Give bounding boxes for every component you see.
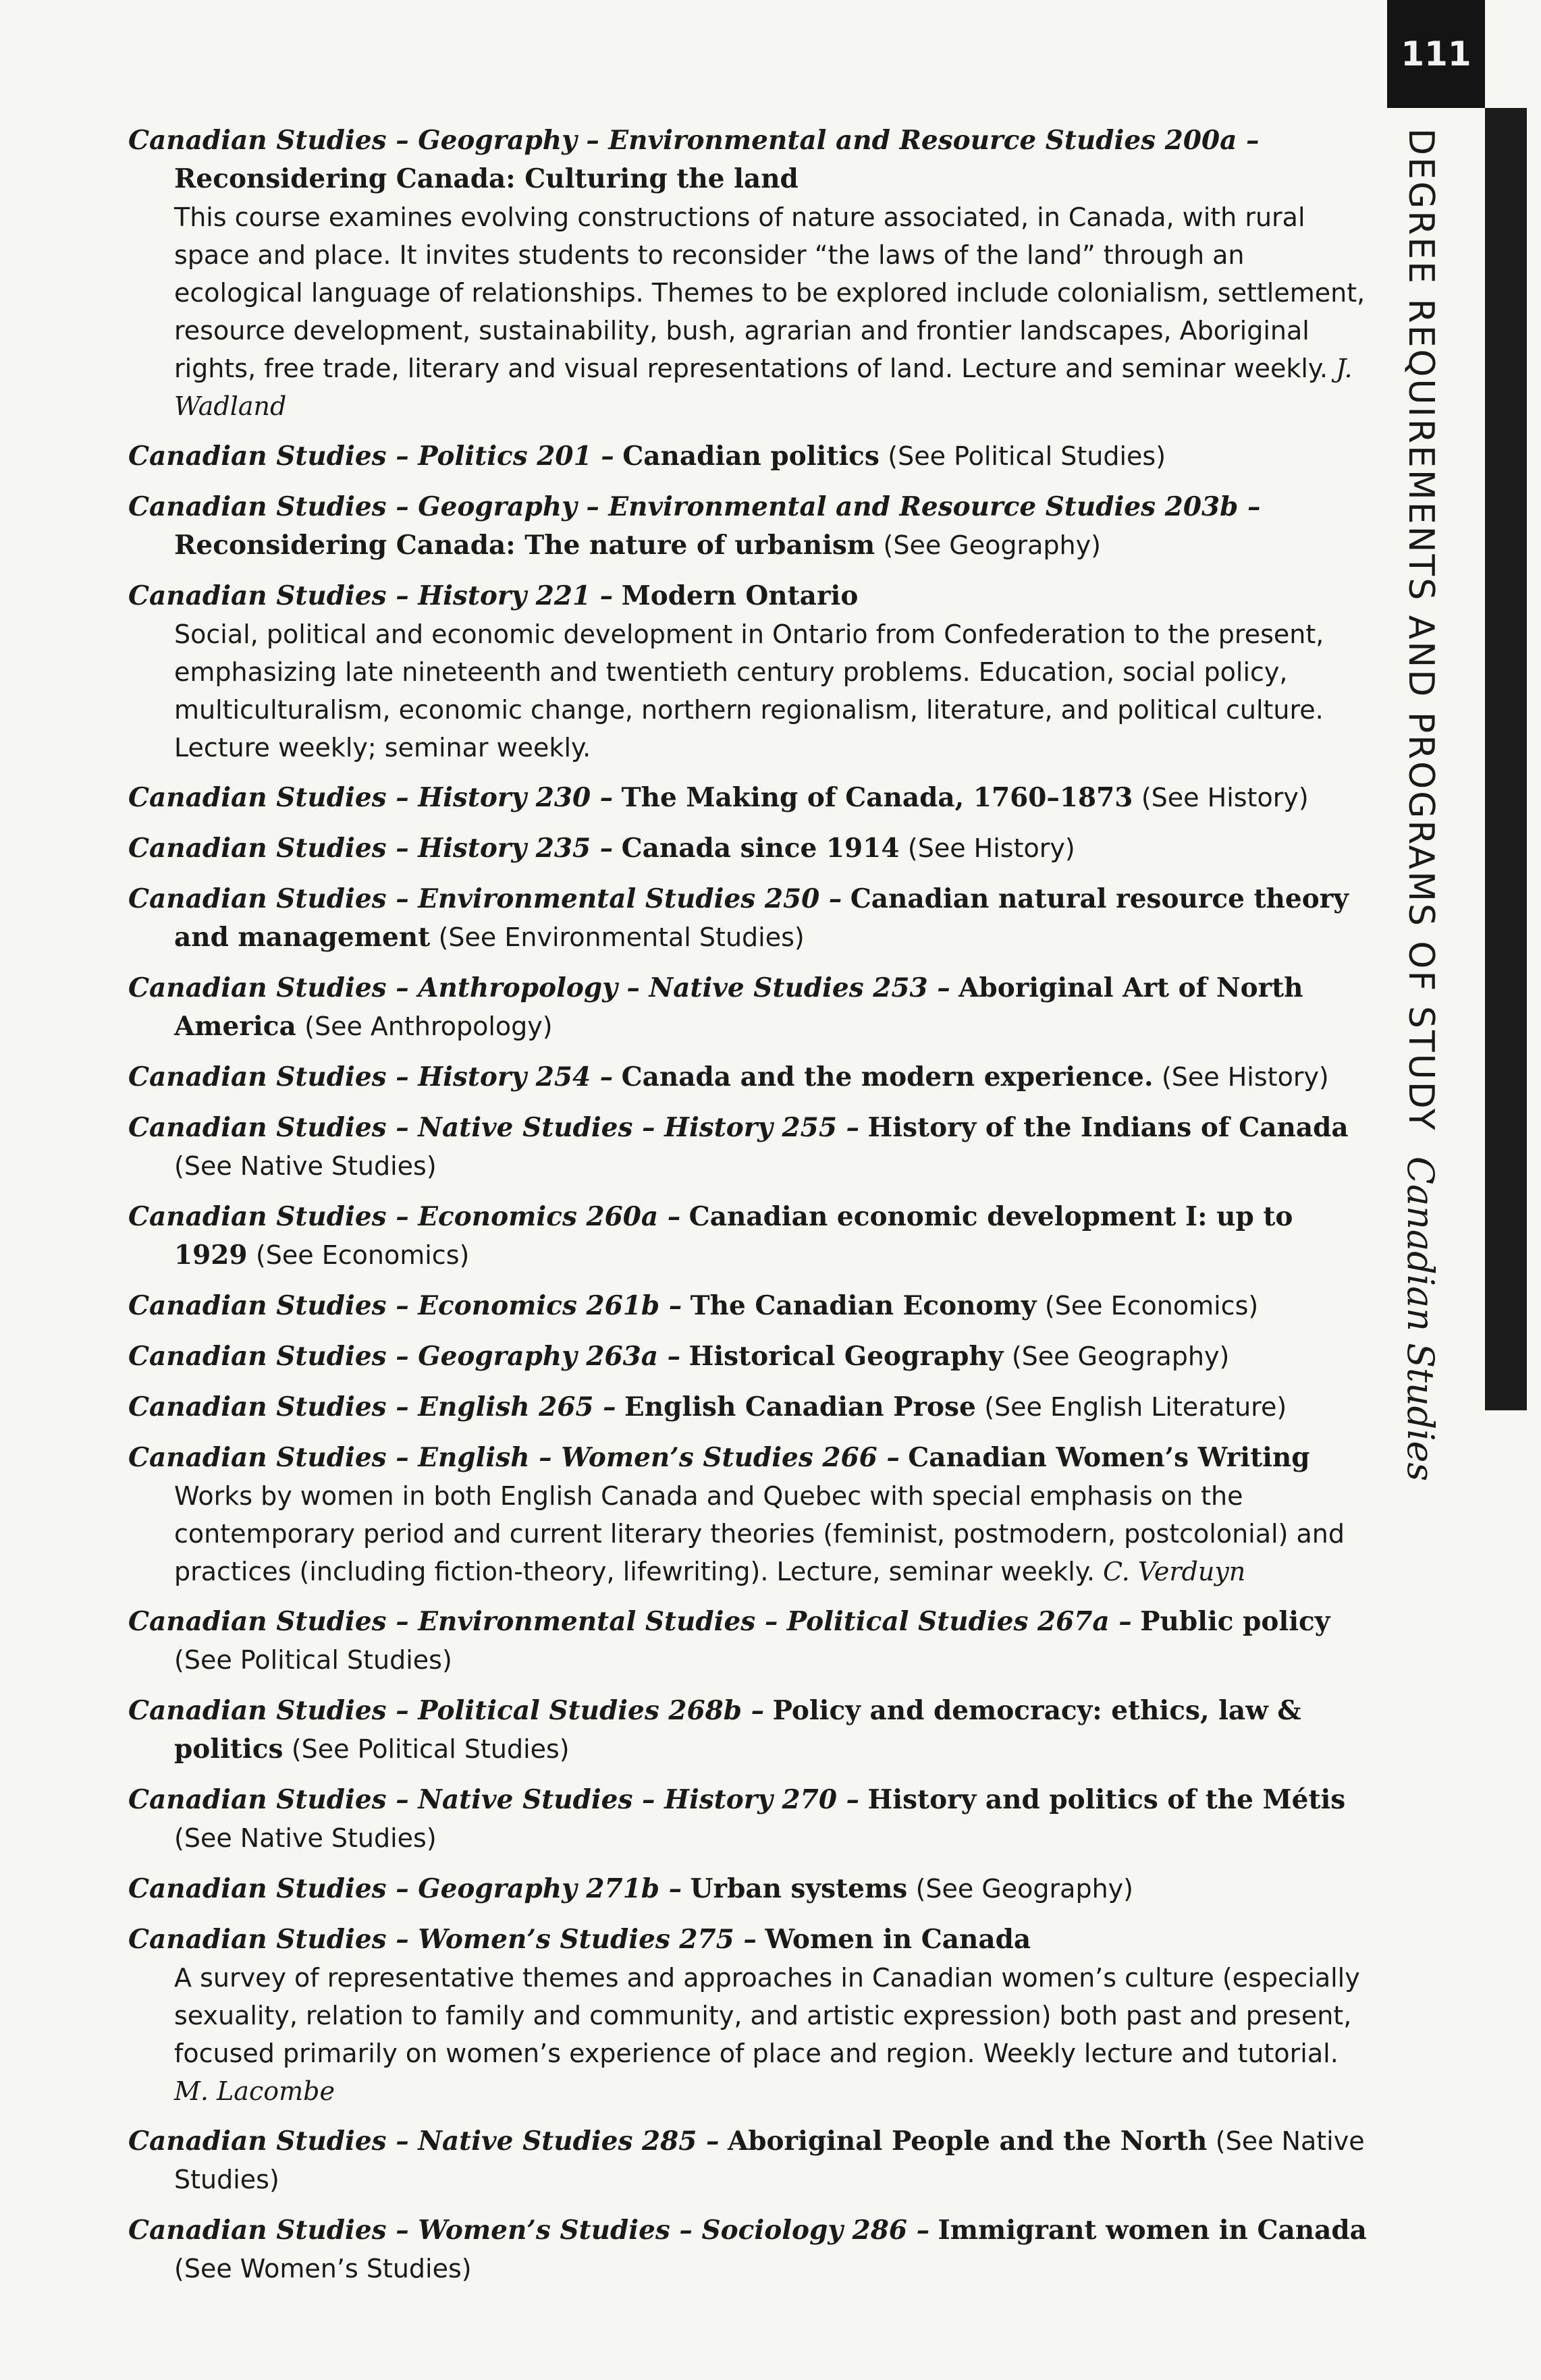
see-reference: (See Geography) [1011,1341,1230,1371]
course-path: Canadian Studies – Native Studies 285 – [128,2126,720,2157]
course-heading [128,2122,1370,2199]
course-path: Canadian Studies – English 265 – [128,1391,616,1422]
course-title: Reconsidering Canada: Culturing the land [174,163,799,194]
course-entry [128,488,1370,565]
instructor-name: J. Wadland [174,354,1353,421]
course-entry [128,1692,1370,1769]
course-description [128,1477,1370,1590]
course-title: Canada and the modern experience. [621,1061,1154,1092]
course-heading [128,1781,1370,1858]
course-heading [128,437,1370,476]
course-path: Canadian Studies – Geography – Environmental and Resource Studies 203b – [128,491,1261,522]
side-band [1485,108,1527,1410]
course-entry [128,1058,1370,1097]
course-heading [128,1337,1370,1376]
course-entry [128,437,1370,476]
course-heading [128,779,1370,817]
course-title: Canadian natural resource theory and management [174,883,1349,953]
course-title: Canadian politics [622,441,880,472]
instructor-name: M. Lacombe [174,2076,335,2106]
course-entry [128,577,1370,767]
see-reference: (See Native Studies) [174,1823,437,1853]
course-path: Canadian Studies – History 254 – [128,1061,614,1092]
see-reference: (See Anthropology) [304,1012,553,1041]
course-title: Historical Geography [688,1341,1004,1372]
course-entry [128,1870,1370,1908]
see-reference: (See Geography) [883,530,1101,560]
course-path: Canadian Studies – Geography – Environmental and Resource Studies 200a – [128,125,1260,156]
course-heading [128,829,1370,868]
side-header-subtitle: Canadian Studies [1399,1156,1442,1482]
see-reference: (See Economics) [255,1240,470,1270]
course-title: English Canadian Prose [624,1391,976,1422]
course-path: Canadian Studies – History 221 – [128,580,614,611]
course-title: History of the Indians of Canada [867,1112,1349,1143]
course-heading [128,577,1370,615]
see-reference: (See History) [1161,1062,1329,1092]
see-reference: (See Native Studies) [174,1151,437,1181]
description-text: This course examines evolving constructions of nature associated, in Canada, with rural space and place. It invites students to reconsider “the laws of the land” through an ecological language of relationships. Themes to be explored include colonialism, settlement, resource development, sustainability, bush, agrarian and frontier landscapes, Aboriginal rights, free trade, literary and visual representations of land. Lecture and seminar weekly. [174,202,1366,383]
course-title: Aboriginal Art of North America [174,972,1303,1042]
course-title: Canadian Women’s Writing [908,1442,1310,1473]
see-reference: (See Environmental Studies) [438,922,805,952]
course-path: Canadian Studies – Native Studies – History 255 – [128,1112,860,1143]
course-description [128,1959,1370,2110]
course-path: Canadian Studies – Women’s Studies 275 – [128,1924,757,1955]
course-title: Urban systems [690,1873,908,1904]
side-header-title: DEGREE REQUIREMENTS AND PROGRAMS OF STUDY [1401,128,1441,1132]
course-heading [128,1058,1370,1097]
course-title: Aboriginal People and the North [727,2126,1208,2157]
course-path: Canadian Studies – Anthropology – Native Studies 253 – [128,972,950,1003]
course-entry [128,1781,1370,1858]
course-heading [128,1920,1370,1959]
course-title: Modern Ontario [621,580,859,611]
course-entry [128,1920,1370,2110]
course-path: Canadian Studies – English – Women’s Studies 266 – [128,1442,900,1473]
description-text: A survey of representative themes and approaches in Canadian women’s culture (especially sexuality, relation to family and community, and artistic expression) both past and present, focused primarily on women’s experience of place and region. Weekly lecture and tutorial. [174,1963,1360,2068]
course-path: Canadian Studies – Political Studies 268b – [128,1695,765,1726]
course-entry [128,779,1370,817]
course-title: The Canadian Economy [690,1290,1037,1321]
course-entry [128,121,1370,425]
course-heading [128,1109,1370,1186]
course-heading [128,121,1370,198]
course-title: Canada since 1914 [621,833,900,864]
course-description [128,198,1370,425]
course-entry [128,1109,1370,1186]
course-path: Canadian Studies – History 235 – [128,833,614,864]
course-entry [128,880,1370,957]
page-number: 111 [1387,0,1485,108]
course-entry [128,1198,1370,1275]
course-path: Canadian Studies – Economics 261b – [128,1290,682,1321]
see-reference: (See Geography) [915,1874,1133,1904]
course-heading [128,2211,1370,2288]
see-reference: (See Women’s Studies) [174,2254,472,2284]
course-path: Canadian Studies – Environmental Studies – Political Studies 267a – [128,1606,1132,1637]
course-heading [128,1692,1370,1769]
course-path: Canadian Studies – Women’s Studies – Sociology 286 – [128,2215,930,2246]
course-title: Women in Canada [765,1924,1031,1955]
course-path: Canadian Studies – Politics 201 – [128,441,614,472]
course-entry [128,1287,1370,1325]
see-reference: (See Political Studies) [174,1645,452,1675]
course-heading [128,880,1370,957]
course-heading [128,1287,1370,1325]
see-reference: (See Political Studies) [888,441,1166,471]
course-entry [128,969,1370,1046]
description-text: Works by women in both English Canada and Quebec with special emphasis on the contemporary period and current literary theories (feminist, postmodern, postcolonial) and practices (including fiction-theory, lifewriting). Lecture, seminar weekly. [174,1481,1345,1586]
course-title: Policy and democracy: ethics, law & politics [174,1695,1301,1765]
course-title: Public policy [1140,1606,1330,1637]
course-heading [128,1603,1370,1680]
course-entry [128,1603,1370,1680]
course-path: Canadian Studies – Native Studies – History 270 – [128,1784,860,1815]
course-path: Canadian Studies – Economics 260a – [128,1201,681,1232]
course-description [128,615,1370,767]
description-text: Social, political and economic development in Ontario from Confederation to the present, emphasizing late nineteenth and twentieth century problems. Education, social policy, multiculturalism, economic change, northern regionalism, literature, and political culture. Lecture weekly; seminar weekly. [174,619,1324,763]
side-header [1384,128,1458,1482]
see-reference: (See English Literature) [984,1392,1287,1422]
course-title: Reconsidering Canada: The nature of urbanism [174,530,875,561]
course-title: History and politics of the Métis [867,1784,1346,1815]
course-entry [128,1337,1370,1376]
course-title: Immigrant women in Canada [938,2215,1367,2246]
see-reference: (See History) [1141,783,1309,812]
see-reference: (See Political Studies) [291,1734,570,1764]
course-list [128,121,1370,2300]
course-entry [128,2122,1370,2199]
see-reference: (See History) [907,833,1075,863]
instructor-name: C. Verduyn [1103,1557,1246,1586]
course-heading [128,969,1370,1046]
course-heading [128,1870,1370,1908]
see-reference: (See Native Studies) [174,2126,1365,2194]
course-heading [128,488,1370,565]
course-path: Canadian Studies – History 230 – [128,782,614,813]
course-title: Canadian economic development I: up to 1929 [174,1201,1293,1271]
course-heading [128,1198,1370,1275]
course-heading [128,1388,1370,1427]
course-title: The Making of Canada, 1760–1873 [621,782,1133,813]
see-reference: (See Economics) [1044,1291,1259,1321]
course-entry [128,1439,1370,1590]
course-entry [128,2211,1370,2288]
course-entry [128,829,1370,868]
course-path: Canadian Studies – Geography 263a – [128,1341,681,1372]
course-heading [128,1439,1370,1477]
course-path: Canadian Studies – Environmental Studies 250 – [128,883,842,914]
course-entry [128,1388,1370,1427]
course-path: Canadian Studies – Geography 271b – [128,1873,682,1904]
